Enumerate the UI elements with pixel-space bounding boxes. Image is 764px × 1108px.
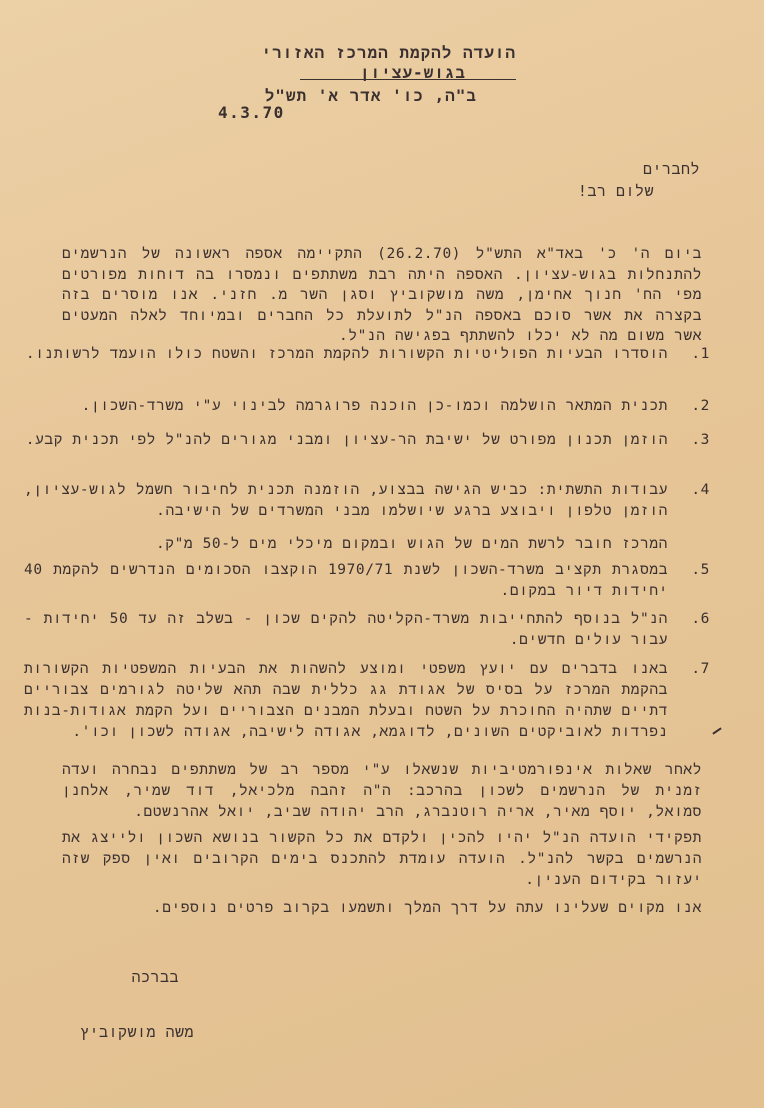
list-item <box>24 480 710 555</box>
list-item-number: 3. <box>691 432 710 448</box>
list-item <box>24 609 710 651</box>
list-item <box>24 430 710 451</box>
list-item <box>24 659 710 743</box>
date-numeric: 4.3.70 <box>218 103 285 122</box>
list-item-text: במסגרת תקציב משרד-השכון לשנת 1970/71 הוקצבו הסכומים הנדרשים להקמת 40 יחידות דיור במקום. <box>24 562 668 599</box>
list-item-number: 1. <box>691 346 710 362</box>
date-hebrew: ב"ה, כו' אדר א' תש"ל <box>264 86 477 105</box>
list-item <box>24 344 710 365</box>
list-item <box>24 560 710 602</box>
list-item-subtext: המרכז חובר לרשת המים של הגוש ובמקום מיכלי מים ל-50 מ"ק. <box>155 536 668 552</box>
list-item-text: עבודות התשתית: כביש הגישה בבצוע, הוזמנה תכנית לחיבור חשמל לגוש-עציון, הוזמן טלפון ויבוצע ברגע שיושלמו מבני המשרדים של הישיבה. <box>24 482 668 519</box>
list-item-text: הוסדרו הבעיות הפוליטיות הקשורות להקמת המרכז והשטח כולו הועמד לרשותנו. <box>25 346 668 362</box>
list-item-text: באנו בדברים עם יועץ משפטי ומוצע להשהות את הבעיות המשפטיות הקשורות בהקמת המרכז על בסיס של אגודת גג כללית שבה תהא שליטה לגורמים צבוריים דתיים שתהיה החוכרת על השטח ובעלת המבנים הצבוריים ועל הקמת אגודות-בנות נפרדות לאוביקטים השונים, לדוגמא, אגודה לישיבה, אגודה לשכון וכו'. <box>24 661 668 740</box>
addressee: לחברים <box>642 160 700 178</box>
list-item-number: 7. <box>691 661 710 677</box>
signature-name: משה מושקוביץ <box>79 1023 194 1041</box>
committee-role-paragraph: תפקידי הועדה הנ"ל יהיו להכין ולקדם את כל הקשור בנושא השכון ולייצג את הנרשמים בקשר להנ"ל. הועדה עומדת להתכנס בימים הקרובים ואין ספק שזה יעזור בקידום הענין. <box>62 830 702 888</box>
list-item-text: הנ"ל בנוסף להתחייבות משרד-הקליטה להקים שכון - בשלב זה עד 50 יחידות - עבור עולים חדשים. <box>24 611 668 648</box>
letterhead-line-1: הועדה להקמת המרכז האזורי <box>261 43 516 62</box>
closing-hope-paragraph: אנו מקוים שעלינו עתה על דרך המלך ותשמעו בקרוב פרטים נוספים. <box>152 900 702 916</box>
committee-paragraph: לאחר שאלות אינפורמטיביות שנשאלו ע"י מספר רב של משתתפים נבחרה ועדה זמנית של הנרשמים לשכון בהרכב: ה"ה זהבה מלכיאל, דוד שמיר, אלחנן סמואל, יוסף מאיר, אריה רוטנברג, הרב יהודה שביב, יואל אהרנשטם. <box>62 762 702 820</box>
ink-mark <box>712 727 721 734</box>
letterhead-line-2: בגוש-עציון <box>359 63 466 82</box>
list-item-text: הוזמן תכנון מפורט של ישיבת הר-עציון ומבני מגורים להנ"ל לפי תכנית קבע. <box>25 432 668 448</box>
list-item-number: 2. <box>691 398 710 414</box>
list-item-text: תכנית המתאר הושלמה וכמו-כן הוכנה פרוגרמה לבינוי ע"י משרד-השכון. <box>81 398 668 414</box>
list-item <box>24 396 710 417</box>
list-item-number: 6. <box>691 611 710 627</box>
list-item-number: 5. <box>691 562 710 578</box>
list-item-number: 4. <box>691 482 710 498</box>
letterhead-underline <box>300 79 516 80</box>
greeting: שלום רב! <box>577 182 654 200</box>
blessing: בברכה <box>131 968 179 986</box>
list-item-text-block <box>24 480 668 555</box>
intro-paragraph: ביום ה' כ' באד"א התש"ל (26.2.70) התקיימה אספה ראשונה של הנרשמים להתנחלות בגוש-עציון. האספה היתה רבת משתתפים ונמסרו בה דוחות מפורטים מפי הח' חנוך אחימן, משה מושקוביץ וסגן השר מ. חזני. אנו מוסרים בזה בקצרה את אשר סוכם באספה הנ"ל לתועלת כל החברים ובמיוחד לאלה המעטים אשר משום מה לא יכלו להשתתף בפגישה הנ"ל. <box>62 246 702 344</box>
